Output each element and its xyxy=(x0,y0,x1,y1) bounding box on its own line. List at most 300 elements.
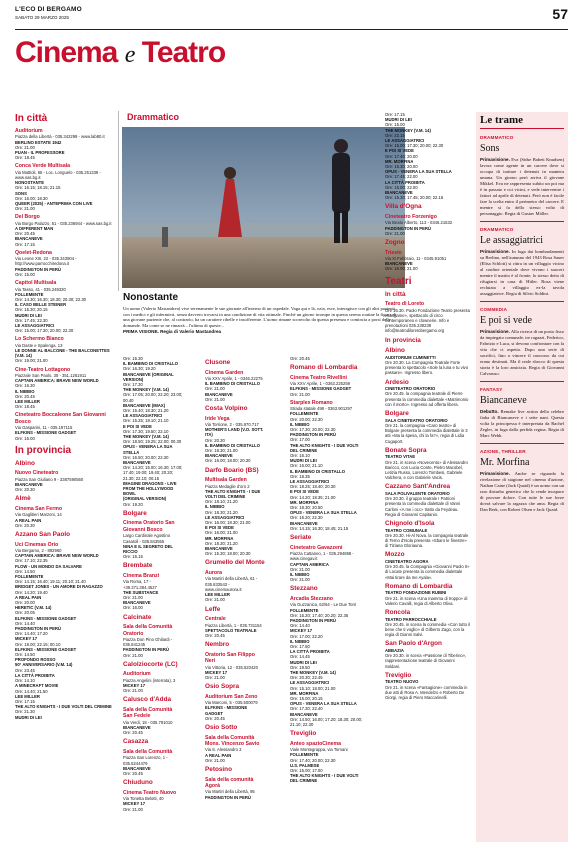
film-title: QUEER (2025) - ANTEPRIMA CON LIVE xyxy=(15,201,93,207)
theatre-name: TEATRO FONDAZIONE RUBINI xyxy=(385,590,447,596)
review-lead: Primavisione. xyxy=(480,471,510,476)
film-title: OPUS - VENERA LA SUA STELLA xyxy=(290,701,357,707)
review-divider xyxy=(480,301,564,302)
town-name: Darfo Boario (BS) xyxy=(205,466,259,474)
showtime: Ore: 15.30 xyxy=(123,356,143,361)
page-number: 57 xyxy=(552,6,568,22)
film-title: BIANCANEVE xyxy=(385,261,413,267)
review-title: Biancaneve xyxy=(480,395,527,406)
venue-name: Sala della Comunità San Fedele xyxy=(123,706,173,720)
town-name: Osio Sopra xyxy=(205,683,240,691)
showtime: Ore: 21.00 xyxy=(123,652,143,658)
theatre-description: Ore 20.30. il gruppo teatrale I Patrioni presenta la commedia dialettale di Vanni Carloni «A me i occ» tratto da Feydeau. Regia di Giovanni Capitanio. xyxy=(385,496,461,517)
venue-address: Largo Cardinale Agostino Casaroli - 035.843555 xyxy=(123,533,171,544)
town-name: Treviglio xyxy=(290,730,317,738)
venue-name: Cine-Teatro Lottagono xyxy=(15,366,71,373)
venue-address: Via Tonetta Belotti, 40 xyxy=(123,796,164,802)
venue-name: Lo Schermo Bianco xyxy=(15,336,64,343)
theatre-description: Ore 21. in scena «Fantagione» commedia in due atti di Rosa A. Mendelzo e Roberto De Giorgi, regia di Piero Maccarinelli. xyxy=(385,684,468,700)
film-title: THE ALTO KNIGHTS - I DUE VOLTI DEL CRIMINE xyxy=(290,442,359,453)
showtime: Ore: 21.00 xyxy=(205,757,225,763)
film-title: BIANCANEVE xyxy=(205,391,233,397)
showtime: Ore: 17.15 xyxy=(15,698,35,704)
venue-address: Piazza Cattaneo, 1 - 035.294868 - www.cinegav.it xyxy=(290,551,354,562)
town-name: Seriate xyxy=(290,534,312,542)
film-title: PADDINGTON IN PERÙ xyxy=(15,626,61,632)
venue-address: Via Bergamo, 2 - 892960 xyxy=(15,548,62,554)
venue-name: Auditorium xyxy=(15,128,43,134)
sidebar-title: Le trame xyxy=(480,114,524,126)
section-subheading: In provincia xyxy=(385,336,421,344)
venue-address: Via Gasparini, 11 - 035.197115 xyxy=(15,425,73,431)
theatre-name: SALA POLIVALENTE ORATORIO xyxy=(385,490,450,496)
showtime: Ore: 15.30; 18.00; 20.30 xyxy=(205,551,251,557)
film-title: THE MONKEY (V.M. 14) xyxy=(385,127,431,133)
theatre-description: Ore 20.30. in scena «Passione di Tiberino», rappresentazione teatrale di Giovanni Soldani. xyxy=(385,653,467,669)
theatre-name: TEATRO PARROCCHIALE xyxy=(385,616,437,622)
venue-name: Cinema Branzi xyxy=(123,572,160,579)
film-title: A DIFFERENT MAN xyxy=(15,226,54,232)
film-title: THE ALTO KNIGHTS - I DUE VOLTI DEL CRIMINE xyxy=(15,704,112,710)
showtime: Ore: 18.30; 21.00 xyxy=(205,448,238,454)
film-title: LE ASSAGGIATRICI xyxy=(290,479,330,485)
review-genre: AZIONE, THRILLER xyxy=(480,449,526,454)
town-name: Nembro xyxy=(205,641,230,649)
showtime: Ore: 16.50; 20.00; 22.30 xyxy=(123,454,169,460)
venue-address: Via Roma, 17 - +39.371.384.4527 xyxy=(123,579,157,590)
film-title: IL BAMBINO DI CRISTALLO xyxy=(205,381,260,387)
showtime: Ore: 18.50; 19.25; 22.00; 00.30 xyxy=(123,439,182,445)
showtime: Ore: 18.00; 22.15; 00.10 xyxy=(15,641,61,647)
venue-address: Via Gaglitieri Marzoni, 14 xyxy=(15,512,62,518)
title-joiner: e xyxy=(124,42,135,68)
venue-address: Piazza Don Pino Ghilardi - 035.841245 xyxy=(123,636,173,648)
showtime: Ore: 14.30; 16.30; 18.30; 20.30; 22.30 xyxy=(15,296,87,302)
showtime: Ore: 18.45 xyxy=(15,404,35,410)
showtime: Ore: 16.00; 18.00; 20.30 xyxy=(205,458,251,464)
showtime: Ore: 15.25; 18.10; 21.10 xyxy=(123,418,169,424)
showtime: Ore: 15.00; 17.00 xyxy=(290,768,323,773)
film-title: SONS xyxy=(15,190,27,196)
film-title: ELFKINS - MISSIONE GADGET xyxy=(15,430,77,436)
review-title: Le assaggiatrici xyxy=(480,235,544,246)
film-title: IL BAMBINO DI CRISTALLO xyxy=(205,442,260,448)
film-title: BIANCANEVE xyxy=(123,765,151,771)
film-title: MR. MORFINA xyxy=(290,499,319,505)
review-text: Anche se riguarda la rivelazione di stagione nel cinema d'azione, Nathan Caine (Jack Quaid) è un uomo con un raro disturbo genetico che lo rende incapace di provare dolore. Con tutte le sue forze dovrà salvare la ragazza che ama. Regia di Dan Berk, con Robert Olsen e Jack Quaid. xyxy=(480,471,564,512)
showtime: Ore: 16.00 xyxy=(15,435,35,441)
film-title: THE SUBSTANCE xyxy=(123,589,159,595)
town-name: Cazzano Sant'Andrea xyxy=(385,483,451,491)
film-title: PADDINGTON IN PERÙ xyxy=(123,647,169,653)
theatre-description: Ore 20.45. la Compagnia «Giovanni Paolo II» di Locate presenta la commedia dialettale «Mai tirare da me Ayala». xyxy=(385,564,470,580)
showtime: Ore: 16.30 xyxy=(15,383,35,389)
venue-address: Via XXV Aprile, 1 - 0346.22275 xyxy=(205,376,263,381)
town-name: Stezzano xyxy=(290,585,318,593)
showtime: Ore: 20.45 xyxy=(205,632,225,638)
venue-address: Strada statale 498 - 0363.901297 xyxy=(290,406,353,412)
column-citta xyxy=(15,109,115,849)
film-title: BIANCANEVE xyxy=(15,236,43,242)
showtime: Ore: 17.30 xyxy=(123,382,143,388)
masthead xyxy=(15,6,568,28)
film-title: LE ASSAGGIATRICI xyxy=(290,680,330,686)
showtime: Ore: 15.30; 20.00 xyxy=(385,164,418,170)
film-title: LE DONNE AL BALCONE - THE BALCONETTES (V.M. 14) xyxy=(15,347,110,359)
venue-name: Uci Cinemas Orio xyxy=(15,541,59,548)
section-subheading: In città xyxy=(385,290,406,298)
venue-address: Piazza Angelini (interrata), 3 xyxy=(123,677,176,683)
venue-name: Del Borgo xyxy=(15,214,40,221)
film-title: MR. MORFINA xyxy=(205,535,234,541)
venue-address: Via Martiri della Libertà, 61 - 035.833543 - www.cinemaurora.it xyxy=(205,576,258,592)
film-title: MUDRI DI LEI xyxy=(290,458,317,464)
film-title: BERLINO ESTATE 1942 xyxy=(15,139,62,145)
film-title: BIANCANEVE (ORIGINAL VERSION) xyxy=(123,371,174,382)
film-title: MICKEY 17 xyxy=(15,636,38,642)
film-title: NINA E IL SEGRETO DEL RICCIO xyxy=(123,543,173,554)
review-lead: Primavisione. xyxy=(480,249,510,254)
town-name: Petosino xyxy=(205,765,232,773)
venue-name: Trieste xyxy=(385,249,402,256)
film-title: MUDRI DI LEI xyxy=(15,714,42,720)
venue-name: Auditorium xyxy=(123,671,151,678)
film-title: MICKEY 17 xyxy=(290,628,313,634)
film-title: MOTHER'S LAND (V.O. SOTT. ITA) xyxy=(205,427,264,438)
town-name: Ardesio xyxy=(385,378,409,386)
showtime: Ore: 17.50 xyxy=(290,643,310,649)
venue-address: Viale Montegrappa, via Tornani xyxy=(290,747,348,753)
showtime: Ore: 20.45 xyxy=(15,393,35,399)
film-title: E POI SI VEDE xyxy=(205,525,234,531)
venue-name: Cinema Teatro Nuovo xyxy=(123,789,177,796)
venue-address: Via Leone XIII, 22 - 035.343904 - http://www.parrocchiredona.it xyxy=(15,256,77,267)
showtime: Ore: 21.00 xyxy=(123,594,143,600)
showtime: Ore: 20.30; 22.45 xyxy=(290,675,323,681)
showtime: Ore: 14.20; 19.40 xyxy=(15,589,48,595)
film-title: A MINECRAFT MOVIE xyxy=(15,683,59,689)
theatre-description: Ore 16.30. Paolo Fondazione Teatro presenta «Lasgame», spettacolo di circo contemporaneo e clownerie. Info e prenotazioni 035.239239 info@teatrodiloretobergamo.org xyxy=(385,307,470,334)
venue-name: Oratorio San Filippo Neri xyxy=(205,651,255,665)
theatre-name: AUDITORIUM CUMINETTI xyxy=(385,354,436,360)
showtime: Ore: 15.00; 20.15 xyxy=(290,695,323,701)
showtime: Ore: 14.10 xyxy=(15,678,35,684)
film-title: BIANCANEVE (IMAX) xyxy=(123,402,166,408)
film-title: MR. MORFINA xyxy=(290,690,319,696)
theatre-name: TEATRO COMUNALE xyxy=(385,527,428,533)
town-name: San Paolo d'Argon xyxy=(385,640,442,648)
town-name: Albino xyxy=(385,347,405,355)
town-name: Almè xyxy=(15,495,31,503)
showtime: Ore: 18.25; 18.40; 20.30 xyxy=(290,484,336,490)
venue-address: Piazza Medaglie d'oro 2 xyxy=(205,483,250,489)
venue-address: Via Mattioli, 65 - Loc. Longuelo - 035.251339 - www.sas.bg.it xyxy=(15,169,101,181)
showtime: Ore: 14.15; 16.30; 18.45; 21.15 xyxy=(290,525,349,531)
venue-name: Multisala Garden xyxy=(205,477,247,484)
film-title: PADDINGTON IN PERÙ xyxy=(290,617,336,623)
theatre-name: CINETEATRO ORATORIO xyxy=(385,386,436,392)
film-title: LEE MILLER xyxy=(15,398,40,404)
venue-name: Conca Verde Multisala xyxy=(15,163,71,170)
film-title: LE ASSAGGIATRICI xyxy=(15,322,55,328)
venue-address: Via Torrione, 2 - 035.970.717 xyxy=(205,422,259,428)
showtime: Ore: 17.30; 22.40 xyxy=(290,706,323,712)
showtime: Ore: 16.00; 21.00 xyxy=(205,530,238,536)
review-text: In fuga dai bombardamenti su Berlino, nell'autunno del 1943 Rosa Sauer (Elisa Schlott) si ritira in un villaggio vicino al confine orientale dove vivono i suoceri mentre il marito è al fronte, lo stesso detto di rifugiarsi in casa di Hitler. Rosa viene reclutata a villaggio ex-la tavola assaggiatrice. Regia di Silvio Soldini. xyxy=(480,249,564,296)
review-genre: FANTASY xyxy=(480,387,503,392)
town-name: Azzano San Paolo xyxy=(15,531,71,539)
showtime: Ore: 21.00 xyxy=(123,688,143,694)
showtime: Ore: 20.45 xyxy=(290,356,310,361)
film-title: ELFKINS - MISSIONE GADGET xyxy=(290,386,352,392)
review-lead: Primavisione. xyxy=(480,329,510,334)
showtime: Ore: 21.00 xyxy=(290,391,310,397)
film-title: 50° ANNIVERSARIO (V.M. 14) xyxy=(15,662,73,668)
showtime: Ore: 17.05; 20.00; 22.20; 23.00; 00.40 xyxy=(123,392,183,403)
theatre-description: Ore 20.45. la compagnia teatrale di Pierre presenta la commedia dialettale «Matrimonio con il morto». Ingresso ad offerta libera. xyxy=(385,391,469,407)
venue-address: Via XI Febbraio, 11 - 0345.91051 xyxy=(385,256,447,262)
showtime: Ore: 14.50 xyxy=(15,568,35,574)
town-name: Bolgare xyxy=(123,509,147,517)
film-title: PADDINGTON IN PERÙ xyxy=(385,225,431,231)
venue-name: Auditorium San Zeno xyxy=(205,693,258,700)
showtime: Ore: 14.50 xyxy=(15,652,35,658)
film-title: IL NIBBIO xyxy=(15,388,35,394)
town-name: Treviglio xyxy=(385,671,412,679)
film-title: IL BAMBINO DI CRISTALLO xyxy=(290,468,345,474)
venue-address: Via XXV Aprile, 1 - 0363.225259 xyxy=(290,381,350,387)
venue-address: Via Marconi, 5 - 035.500079 xyxy=(205,700,258,706)
showtime: Ore: 15.00; 17.30; 20.00; 22.30 xyxy=(15,328,74,334)
venue-name: Nuovo Cineteatro xyxy=(15,470,59,477)
sidebar-reviews xyxy=(480,130,564,842)
column-divider xyxy=(118,111,119,291)
showtime: Ore: 22.15 xyxy=(385,132,405,138)
showtime: Ore: 17.30; 20.00; 22.30 xyxy=(290,427,336,433)
showtime: Ore: 14.50; 16.00; 17.20; 18.30; 20.00; 21.10; 22.30 xyxy=(290,716,363,727)
film-title: BIANCANEVE xyxy=(385,190,413,196)
showtime: Ore: 17.00; 22.20 xyxy=(290,633,323,639)
town-name: Osio Sotto xyxy=(205,723,238,731)
town-name: Calcinate xyxy=(123,613,152,621)
film-title: FOLLEMENTE xyxy=(290,411,319,417)
showtime: Ore: 17.00 xyxy=(290,437,310,443)
film-title: IL NIBBIO xyxy=(205,504,225,510)
review-divider xyxy=(480,221,564,222)
town-name: Romano di Lombardia xyxy=(385,582,453,590)
showtime: Ore: 15.10; 18.00; 21.00 xyxy=(290,685,336,691)
showtime: Ore: 16.15 xyxy=(123,554,143,560)
film-title: BIANCANEVE xyxy=(290,520,318,526)
showtime: Ore: 20.00 xyxy=(15,600,35,606)
theatre-name: ABBAZIA xyxy=(385,647,404,653)
venue-name: Cinema San Fermo xyxy=(15,506,62,512)
showtime: Ore: 21.00 xyxy=(290,566,310,572)
film-title: ELFKINS - MISSIONE GADGET xyxy=(15,646,77,652)
showtime: Ore: 20.30 xyxy=(15,522,35,528)
showtime: Ore: 21.00 xyxy=(205,386,225,392)
film-title: IL NIBBIO xyxy=(290,571,310,577)
venue-name: Starplex Romano xyxy=(290,399,333,406)
film-title: MUDRI DI LEI xyxy=(290,659,317,665)
film-title: A REAL PAIN xyxy=(15,517,42,523)
review-divider xyxy=(480,381,564,382)
showtime: Ore: 17.45; 22.00 xyxy=(385,174,418,180)
venue-name: Capitol Multisala xyxy=(15,280,57,287)
film-title: PADDINGTON IN PERÙ xyxy=(290,432,336,438)
venue-address: Via Vittoria, 12 - 035.520420 xyxy=(205,664,258,670)
header-rule xyxy=(15,29,568,30)
showtime: Ore: 17.40; 20.00 xyxy=(385,153,418,159)
showtime: Ore: 21.30 xyxy=(15,709,35,715)
feature-genre-label: Drammatico xyxy=(127,112,180,122)
beach-scene-image xyxy=(122,127,405,288)
film-title: FOLLEMENTE xyxy=(15,291,44,297)
town-name: Bolgare xyxy=(385,410,409,418)
town-name: Romano di Lombardia xyxy=(290,364,358,372)
showtime: Ore: 20.00; 22.30 xyxy=(290,416,323,422)
theatre-description: Ore 20.45. in scena la commedia «Con tutto il bene che ti voglio» di Gilberto Zago, con la regia di Gianni Salvi. xyxy=(385,621,470,638)
film-title: LA CITTÀ PROIBITA xyxy=(15,672,55,678)
venue-address: Piazza della Libertà - 035.342299 - www.lab80.it xyxy=(15,134,105,140)
review-text: Eva (Sidse Babett Knudsen) lavora come agente in un carcere dove si occupa di trattare i detenuti in maniera umana. Un giorno però arriva il giovane Mikkel. Eva ne rappresenta subito un poi ma è in passato e coi vicini, e vede intervenire i fattori ad aprile di detenuti. Però non è facile fare la scelta entro il perimetro del carcere. E mentre si fa dello stesso volto di personaggio. Regia di Gustav Möller. xyxy=(480,157,564,216)
section-heading: In città xyxy=(15,113,48,124)
film-title: MICKEY 17 xyxy=(123,682,146,688)
showtime: Ore: 19.50 xyxy=(290,664,310,670)
feature-photo xyxy=(122,127,405,288)
review-genre: COMMEDIA xyxy=(480,307,508,312)
film-title: IMAGINE DRAGONS - LIVE FROM THE HOLLYWOOD BOWL xyxy=(123,480,177,497)
theatre-description: Ore 21. la compagnia «Caro teatro» di Bolgare presenta la commedia dialettale in 3 atti «Ma la spesa, chi la fa?», regia di Lidia Cugaport. xyxy=(385,422,468,444)
film-title: IL NIBBIO xyxy=(290,421,310,427)
showtime: Ore: 18.30; 20.50 xyxy=(290,505,323,511)
showtime: Ore: 19.20 xyxy=(123,501,143,507)
column-listing-2 xyxy=(123,356,183,849)
review-divider xyxy=(480,443,564,444)
film-title: IL NIBBIO xyxy=(290,638,310,644)
showtime: Ore: 16.00; 21.00 xyxy=(385,266,418,272)
film-title: OPUS - VENERA LA SUA STELLA xyxy=(290,510,357,516)
film-title: (ORIGINAL VERSION) xyxy=(123,496,167,502)
venue-address: Piazza San Lorenzo, 1 - 035.8244479 xyxy=(123,755,168,766)
showtime: Ore: 21.00 xyxy=(15,144,35,150)
showtime: Ore: 20.05 xyxy=(15,610,35,616)
film-title: IL BAMBINO DI CRISTALLO xyxy=(123,361,178,367)
showtime: Ore: 18.35 xyxy=(290,473,310,479)
film-title: OPUS - VENERA LA SUA STELLA xyxy=(123,444,173,455)
town-name: Grumello del Monte xyxy=(205,559,265,567)
showtime: Ore: 16.00; 18.30 xyxy=(15,195,48,201)
venue-address: Via Daste e Spalenga, 13 xyxy=(15,342,63,348)
venue-name: Qoelet-Redona xyxy=(15,249,52,256)
review-title: Mr. Morfina xyxy=(480,457,530,468)
showtime: Ore: 16.00; 21.10 xyxy=(290,463,323,469)
film-title: THE ALTO KNIGHTS - I DUE VOLTI DEL CRIMINE xyxy=(290,773,359,784)
venue-name: Aurora xyxy=(205,570,223,577)
film-title: E POI SI VEDE xyxy=(290,489,319,495)
film-title: FLOW - UN MONDO DA SALVARE xyxy=(15,563,82,569)
review-genre: DRAMMATICO xyxy=(480,135,514,140)
venue-name: Sala della Comunità Oratorio xyxy=(123,624,173,637)
town-name: Chignolo d'Isola xyxy=(385,519,435,527)
venue-name: Cineteatro Forzenigo xyxy=(385,214,437,221)
venue-address: Piazzale San Paolo, 35 - 351.1261911 xyxy=(15,372,87,378)
brand-name: L'ECO DI BERGAMO xyxy=(15,6,82,13)
venue-name: Centrale xyxy=(205,616,226,623)
film-title: CAPTAIN AMERICA: BRAVE NEW WORLD xyxy=(15,553,99,559)
showtime: Ore: 17.40; 20.00; 22.30 xyxy=(290,757,336,763)
showtime: Ore: 14.40; 17.20 xyxy=(15,631,48,637)
theatre-description: Ore 21. in scena «Una mamma di troppo» di Valerio Cavalli, regia di Alberto Oliva. xyxy=(385,595,468,606)
showtime: Ore: 15.30; 20.15 xyxy=(15,307,48,313)
film-title: OPUS - VENERA LA SUA STELLA xyxy=(385,169,452,175)
venue-name: Cinema Garden xyxy=(205,369,244,376)
title-cinema: Cinema xyxy=(15,36,118,69)
town-name: Casazza xyxy=(123,738,149,746)
showtime: Ore: 16.00; 18.30; 21.00 xyxy=(205,520,251,526)
film-title: FOLLEMENTE xyxy=(290,752,319,758)
film-title: ELFKINS - MISSIONE GADGET xyxy=(205,705,248,716)
showtime: Ore: 15.40; 18.30; 21.20 xyxy=(123,408,169,414)
showtime: Ore: 15.20; 17.40; 20.20; 22.35 xyxy=(290,612,349,618)
showtime: Ore: 21.00 xyxy=(385,230,405,236)
film-title: U.S. PALMESE xyxy=(290,762,320,768)
film-title: BIANCANEVE xyxy=(123,460,151,466)
section-heading: Teatri xyxy=(385,275,412,287)
venue-name: Sala della Comunità xyxy=(123,748,173,755)
film-title: THE MONKEY (V.M. 14) xyxy=(123,434,169,440)
film-title: E POI SI VEDE xyxy=(385,148,414,154)
review-title: E poi si vede xyxy=(480,315,532,326)
film-title: LE ASSAGGIATRICI xyxy=(205,514,245,520)
film-title: BIANCANEVE xyxy=(290,711,318,717)
film-title: MICKEY 17 xyxy=(205,669,228,675)
town-name: Mozzo xyxy=(385,551,405,559)
venue-address: Via Borgo Palazzo, 51 - 035.236944 - www.sas.bg.it xyxy=(15,220,112,226)
showtime: Ore: 20.45 xyxy=(123,770,143,776)
film-title: BIANCANEVE xyxy=(123,600,151,606)
review-genre: DRAMMATICO xyxy=(480,227,514,232)
theatre-name: CINETEATRO AGORA xyxy=(385,558,429,564)
film-title: THE MONKEY (V.M. 14) xyxy=(123,387,169,393)
showtime: Ore: 14.15; 16.40; 19.11; 20.10; 21.40 xyxy=(15,579,86,585)
feature-synopsis xyxy=(123,306,403,335)
venue-name: Cinema Teatro Rivellini xyxy=(290,374,347,381)
town-name: Leffe xyxy=(205,605,221,613)
showtime: Ore: 20.30 xyxy=(205,437,225,443)
title-teatro: Teatro xyxy=(141,36,226,69)
town-name: Costa Volpino xyxy=(205,405,248,413)
showtime: Ore: 21.00 xyxy=(205,674,225,680)
showtime: Ore: 20.45 xyxy=(15,231,35,237)
feature-title: Nonostante xyxy=(123,292,178,303)
film-title: MR. MORFINA xyxy=(385,158,414,164)
film-title: A REAL PAIN xyxy=(15,594,42,600)
feature-credit: PRIMA VISIONE. Regia di Valerio Mastandrea xyxy=(123,328,222,334)
showtime: Ore: 14.40 xyxy=(15,620,35,626)
town-name: Clusone xyxy=(205,359,231,366)
showtime: Ore: 17.15 xyxy=(385,112,405,117)
film-title: PUAN - IL PROFESSORE xyxy=(15,150,65,156)
page-title xyxy=(15,36,225,70)
review-text: Alla ricerca di un posto fisso da impiegato comunale, tre ragazzi, Federico, Fabrizio e Luca, si devono confrontare con la vita che ci aspetta. Dopo una serie di sacrifici, fino a vincere il concorso da cui erano destinati. Ma il reale sbocco di questa storia è la loro amicizia. Regia di Giovanni Calvaruso. xyxy=(480,329,564,376)
showtime: Ore: 14.20; 15.00; 16.30; 17.00; 17.40; 19.00; 19.40; 20.20; 21.30; 22.10; 00.15 xyxy=(123,465,183,481)
showtime: Ore: 14.20; 18.35; 21.00 xyxy=(290,494,336,500)
review-body xyxy=(480,329,564,377)
column-listing-4 xyxy=(290,356,365,849)
column-listing-3 xyxy=(205,356,265,849)
review-body xyxy=(480,409,564,439)
